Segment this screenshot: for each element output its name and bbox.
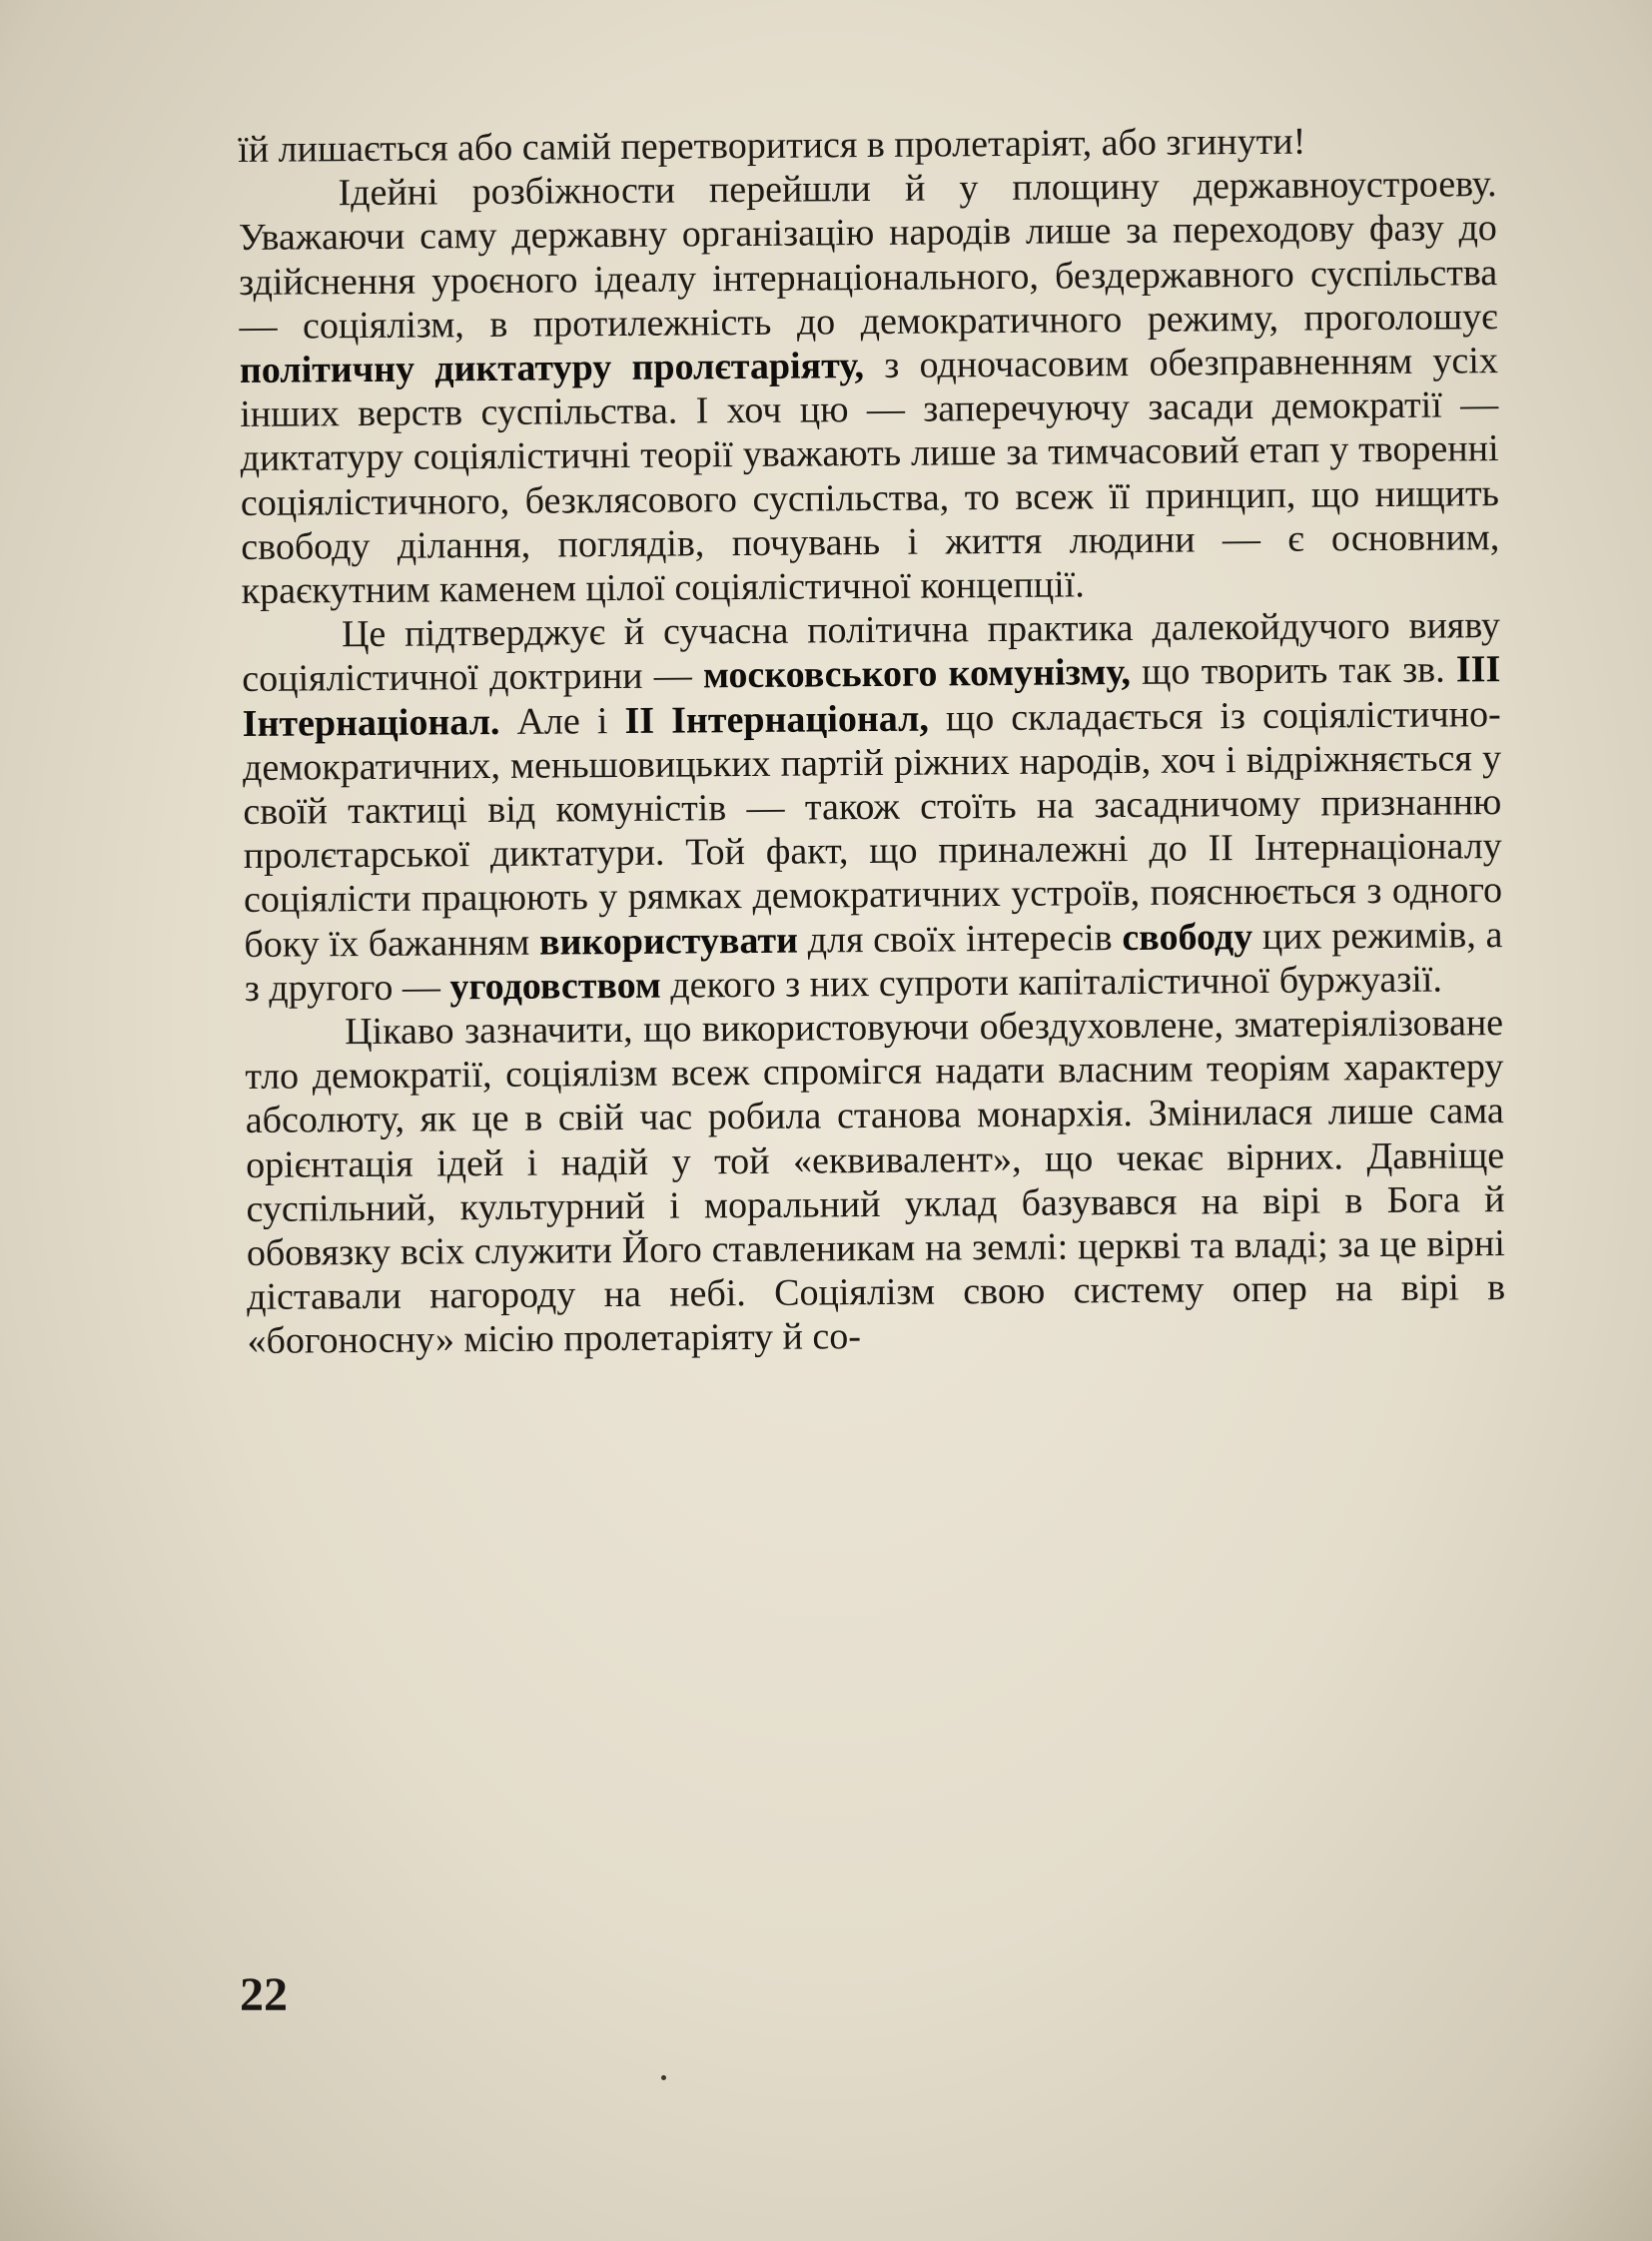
bold-text-run: використувати <box>538 919 799 964</box>
page-text <box>238 118 1506 1364</box>
text-run: Але і <box>499 699 625 743</box>
bold-text-run: II Інтернаціонал, <box>624 697 930 742</box>
text-run: Ідейні розбіжности перейшли й у площину державноустроеву. Уважаючи саму державну організацію народів лише за переходову фазу до здійснення уроєного ідеалу інтернаціонального, бездержавного суспільства — соціялізм, в протилежність до демократичного режиму, проголошує <box>238 163 1498 348</box>
text-run: для своїх інтересів <box>797 916 1123 962</box>
text-run: їй лишається або самій перетворитися в пролетаріят, або згинути! <box>238 120 1306 171</box>
text-run: цих режимів, а з другого — <box>244 913 1503 1010</box>
text-run: декого з них супроти капіталістичної буржуазії. <box>660 958 1443 1007</box>
text-run: з одночасовим обезправненням усіх інших верств суспільства. І хоч цю — заперечуючу засади демократії — диктатуру соціялістичні теорії уважають лише за тимчасовий етап у творенні соціялістичного, безклясового суспільства, то всеж її принцип, що нищить свободу ділання, поглядів, почувань і життя людини — є основним, краєкутним каменем цілої соціялістичної концепції. <box>240 340 1500 613</box>
print-speck <box>661 2075 666 2080</box>
text-run: Цікаво зазначити, що використовуючи обездуховлене, зматеріялізоване тло демократії, соціялізм всеж спромігся надати власним теоріям характеру абсолюту, як це в свій час робила станова монархія. Змінилася лише сама орієнтація ідей і надій у той «еквивалент», що чекає вірних. Давніще суспільний, культурний і моральний уклад базувався на вірі в Бога й обовязку всіх служити Його ставленикам на землі: церкві та владі; за це вірні діставали нагороду на небі. Соціялізм свою систему опер на вірі в «богоносну» місію пролетаріяту й со- <box>245 1002 1506 1363</box>
bold-text-run: III Інтернаціонал. <box>242 648 1501 745</box>
text-run: Це підтверджує й сучасна політична практика далекойдучого вияву соціялістичної доктрини — <box>242 604 1501 701</box>
page-number: 22 <box>240 1968 288 2021</box>
paragraph-2 <box>238 162 1499 613</box>
bold-text-run: свободу <box>1122 915 1253 959</box>
bold-text-run: угодовством <box>449 964 661 1009</box>
text-run: що складається із соціялістично-демократичних, меньшовицьких партій ріжних народів, хоч і відріжняється у своїй тактиці від комуністів — також стоїть на засадничому признанню пролєтарської диктатури. Той факт, що приналежні до II Інтернаціоналу соціялісти працюють у рямках демократичних устроїв, пояснюється з одного боку їх бажанням <box>242 692 1503 966</box>
bold-text-run: політичну диктатуру пролєтаріяту, <box>239 345 865 392</box>
paragraph-4 <box>245 1001 1506 1364</box>
bold-text-run: московського комунізму, <box>702 651 1132 697</box>
paragraph-3 <box>242 603 1503 1011</box>
text-run: що творить так зв. <box>1130 648 1457 694</box>
